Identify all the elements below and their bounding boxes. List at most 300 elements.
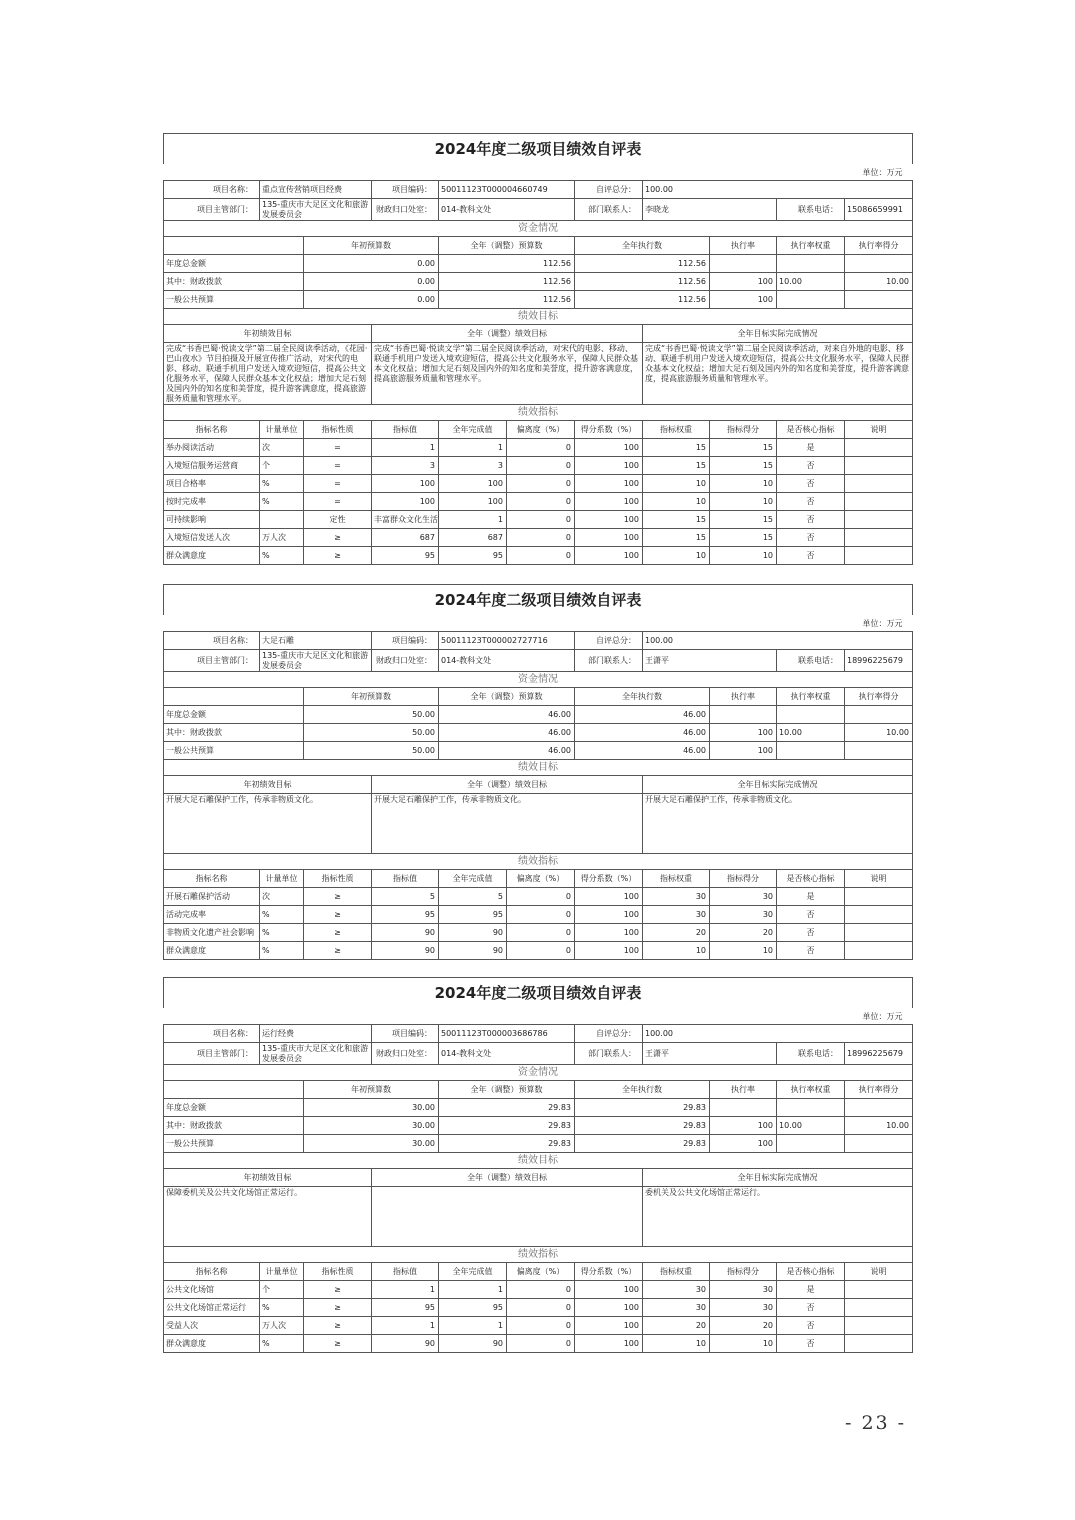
dept-label: 项目主管部门： bbox=[164, 199, 260, 221]
fund-rate bbox=[710, 706, 777, 724]
indicator-header: 得分系数（%） bbox=[575, 870, 643, 888]
self-score-value: 100.00 bbox=[643, 181, 913, 199]
fund-weight: 10.00 bbox=[777, 273, 845, 291]
indicator-actual: 1 bbox=[439, 439, 507, 457]
unit-label: 单位：万元 bbox=[164, 615, 913, 632]
indicator-target: 5 bbox=[372, 888, 439, 906]
fund-weight bbox=[777, 1135, 845, 1153]
project-name-label: 项目名称： bbox=[164, 632, 260, 650]
indicator-deviation: 0 bbox=[507, 1299, 575, 1317]
indicator-weight: 15 bbox=[643, 529, 710, 547]
unit-label: 单位：万元 bbox=[164, 164, 913, 181]
indicator-header: 偏离度（%） bbox=[507, 870, 575, 888]
indicator-coef: 100 bbox=[575, 439, 643, 457]
project-code-label: 项目编码： bbox=[372, 1025, 439, 1043]
fund-executed-header: 全年执行数 bbox=[575, 237, 710, 255]
indicator-coef: 100 bbox=[575, 475, 643, 493]
indicator-header: 指标权重 bbox=[643, 421, 710, 439]
fund-adjusted-header: 全年（调整）预算数 bbox=[439, 1081, 575, 1099]
indicator-nature: ≥ bbox=[304, 1335, 372, 1353]
indicator-core: 否 bbox=[777, 1317, 845, 1335]
indicator-actual: 3 bbox=[439, 457, 507, 475]
dept-value: 135-重庆市大足区文化和旅游发展委员会 bbox=[260, 650, 372, 672]
indicator-nature: = bbox=[304, 493, 372, 511]
funds-section-header: 资金情况 bbox=[164, 672, 913, 688]
indicator-header: 指标值 bbox=[372, 421, 439, 439]
evaluation-sheet bbox=[163, 133, 912, 565]
indicator-nature: ≥ bbox=[304, 529, 372, 547]
indicator-header: 是否核心指标 bbox=[777, 1263, 845, 1281]
indicator-coef: 100 bbox=[575, 1335, 643, 1353]
indicator-header: 指标名称 bbox=[164, 870, 260, 888]
fund-row-label: 年度总金额 bbox=[164, 255, 304, 273]
cell bbox=[164, 237, 304, 255]
evaluation-table bbox=[163, 977, 913, 1353]
indicator-score: 20 bbox=[710, 924, 777, 942]
evaluation-table bbox=[163, 584, 913, 960]
project-code-label: 项目编码： bbox=[372, 181, 439, 199]
fund-initial: 0.00 bbox=[304, 291, 439, 309]
indicator-actual: 90 bbox=[439, 942, 507, 960]
indicator-deviation: 0 bbox=[507, 1335, 575, 1353]
indicator-row bbox=[164, 1317, 913, 1335]
indicator-target: 1 bbox=[372, 1317, 439, 1335]
indicator-row bbox=[164, 924, 913, 942]
indicator-unit: % bbox=[260, 906, 304, 924]
fund-row-label: 年度总金额 bbox=[164, 706, 304, 724]
fund-initial: 30.00 bbox=[304, 1117, 439, 1135]
indicator-nature: ≥ bbox=[304, 1299, 372, 1317]
indicator-score: 15 bbox=[710, 439, 777, 457]
fund-row-label: 一般公共预算 bbox=[164, 291, 304, 309]
indicator-nature: = bbox=[304, 475, 372, 493]
indicator-note bbox=[845, 439, 913, 457]
evaluation-sheet bbox=[163, 977, 912, 1353]
indicator-score: 15 bbox=[710, 457, 777, 475]
fund-weight-header: 执行率权重 bbox=[777, 1081, 845, 1099]
indicator-score: 15 bbox=[710, 529, 777, 547]
contact-label: 部门联系人： bbox=[575, 1043, 643, 1065]
indicator-note bbox=[845, 888, 913, 906]
fund-row-label: 年度总金额 bbox=[164, 1099, 304, 1117]
indicator-note bbox=[845, 906, 913, 924]
indicator-core: 是 bbox=[777, 1281, 845, 1299]
fund-initial: 50.00 bbox=[304, 724, 439, 742]
fund-executed: 112.56 bbox=[575, 291, 710, 309]
indicator-score: 10 bbox=[710, 942, 777, 960]
goal-initial-text: 保障委机关及公共文化场馆正常运行。 bbox=[164, 1187, 372, 1247]
fund-score-header: 执行率得分 bbox=[845, 237, 913, 255]
indicator-deviation: 0 bbox=[507, 547, 575, 565]
self-score-value: 100.00 bbox=[643, 632, 913, 650]
goal-actual-text: 委机关及公共文化场馆正常运行。 bbox=[643, 1187, 913, 1247]
fund-initial: 0.00 bbox=[304, 273, 439, 291]
indicator-deviation: 0 bbox=[507, 1317, 575, 1335]
indicator-unit: 个 bbox=[260, 457, 304, 475]
indicator-core: 否 bbox=[777, 1335, 845, 1353]
indicator-unit bbox=[260, 511, 304, 529]
fund-adjusted: 29.83 bbox=[439, 1117, 575, 1135]
indicator-score: 20 bbox=[710, 1317, 777, 1335]
fund-initial: 30.00 bbox=[304, 1099, 439, 1117]
goal-adjusted-header: 全年（调整）绩效目标 bbox=[372, 325, 643, 343]
indicator-name: 按时完成率 bbox=[164, 493, 260, 511]
indicator-unit: 次 bbox=[260, 439, 304, 457]
indicator-header: 指标得分 bbox=[710, 421, 777, 439]
indicator-target: 95 bbox=[372, 1299, 439, 1317]
indicator-note bbox=[845, 1335, 913, 1353]
indicator-header: 指标性质 bbox=[304, 421, 372, 439]
indicator-deviation: 0 bbox=[507, 906, 575, 924]
goal-adjusted-header: 全年（调整）绩效目标 bbox=[372, 1169, 643, 1187]
indicator-header: 指标得分 bbox=[710, 870, 777, 888]
project-code-value: 50011123T000004660749 bbox=[439, 181, 575, 199]
indicator-weight: 10 bbox=[643, 475, 710, 493]
indicator-target: 丰富群众文化生活 bbox=[372, 511, 439, 529]
indicator-row bbox=[164, 457, 913, 475]
self-score-label: 自评总分： bbox=[575, 632, 643, 650]
project-name-value: 大足石雕 bbox=[260, 632, 372, 650]
indicator-core: 否 bbox=[777, 493, 845, 511]
indicator-row bbox=[164, 493, 913, 511]
indicator-header: 指标值 bbox=[372, 1263, 439, 1281]
indicator-unit: 个 bbox=[260, 1281, 304, 1299]
indicator-actual: 95 bbox=[439, 906, 507, 924]
indicator-core: 否 bbox=[777, 457, 845, 475]
goal-actual-header: 全年目标实际完成情况 bbox=[643, 776, 913, 794]
indicator-coef: 100 bbox=[575, 924, 643, 942]
goal-adjusted-text: 开展大足石雕保护工作，传承非物质文化。 bbox=[372, 794, 643, 854]
goal-actual-text: 开展大足石雕保护工作，传承非物质文化。 bbox=[643, 794, 913, 854]
indicator-target: 3 bbox=[372, 457, 439, 475]
indicator-unit: % bbox=[260, 1299, 304, 1317]
indicator-target: 100 bbox=[372, 493, 439, 511]
finance-office-label: 财政归口处室： bbox=[372, 199, 439, 221]
indicator-note bbox=[845, 1299, 913, 1317]
indicator-name: 可持续影响 bbox=[164, 511, 260, 529]
goal-initial-header: 年初绩效目标 bbox=[164, 325, 372, 343]
fund-rate-score: 10.00 bbox=[845, 724, 913, 742]
indicator-header: 指标性质 bbox=[304, 870, 372, 888]
indicator-nature: 定性 bbox=[304, 511, 372, 529]
contact-label: 部门联系人： bbox=[575, 199, 643, 221]
indicator-weight: 15 bbox=[643, 439, 710, 457]
indicator-core: 是 bbox=[777, 439, 845, 457]
indicator-actual: 1 bbox=[439, 1317, 507, 1335]
indicator-score: 15 bbox=[710, 511, 777, 529]
fund-rate-score bbox=[845, 255, 913, 273]
fund-row-label: 一般公共预算 bbox=[164, 742, 304, 760]
indicator-note bbox=[845, 924, 913, 942]
finance-office-value: 014-教科文处 bbox=[439, 199, 575, 221]
finance-office-value: 014-教科文处 bbox=[439, 1043, 575, 1065]
indicator-core: 否 bbox=[777, 1299, 845, 1317]
fund-rate-score bbox=[845, 706, 913, 724]
indicator-coef: 100 bbox=[575, 547, 643, 565]
indicator-unit: % bbox=[260, 942, 304, 960]
indicator-deviation: 0 bbox=[507, 924, 575, 942]
indicator-header: 得分系数（%） bbox=[575, 421, 643, 439]
indicator-name: 受益人次 bbox=[164, 1317, 260, 1335]
indicator-note bbox=[845, 475, 913, 493]
fund-initial-header: 年初预算数 bbox=[304, 237, 439, 255]
evaluation-table bbox=[163, 133, 913, 565]
dept-value: 135-重庆市大足区文化和旅游发展委员会 bbox=[260, 1043, 372, 1065]
indicator-unit: % bbox=[260, 924, 304, 942]
indicator-note bbox=[845, 457, 913, 475]
indicator-nature: ≥ bbox=[304, 942, 372, 960]
indicator-nature: = bbox=[304, 439, 372, 457]
indicator-coef: 100 bbox=[575, 942, 643, 960]
indicator-row bbox=[164, 529, 913, 547]
indicator-weight: 15 bbox=[643, 511, 710, 529]
indicator-name: 入境短信服务运营商 bbox=[164, 457, 260, 475]
indicator-name: 入境短信发送人次 bbox=[164, 529, 260, 547]
indicator-note bbox=[845, 547, 913, 565]
fund-initial: 50.00 bbox=[304, 742, 439, 760]
indicator-actual: 100 bbox=[439, 475, 507, 493]
phone-value: 15086659991 bbox=[845, 199, 913, 221]
indicator-weight: 20 bbox=[643, 1317, 710, 1335]
indicator-name: 公共文化场馆 bbox=[164, 1281, 260, 1299]
fund-adjusted: 112.56 bbox=[439, 255, 575, 273]
fund-executed-header: 全年执行数 bbox=[575, 688, 710, 706]
indicator-core: 否 bbox=[777, 924, 845, 942]
indicator-unit: 万人次 bbox=[260, 1317, 304, 1335]
fund-rate: 100 bbox=[710, 742, 777, 760]
indicator-score: 10 bbox=[710, 547, 777, 565]
indicator-header: 全年完成值 bbox=[439, 421, 507, 439]
indicator-coef: 100 bbox=[575, 888, 643, 906]
fund-executed: 46.00 bbox=[575, 724, 710, 742]
indicator-header: 指标值 bbox=[372, 870, 439, 888]
funds-section-header: 资金情况 bbox=[164, 221, 913, 237]
indicator-core: 否 bbox=[777, 906, 845, 924]
unit-label: 单位：万元 bbox=[164, 1008, 913, 1025]
indicator-nature: ≥ bbox=[304, 888, 372, 906]
fund-executed: 29.83 bbox=[575, 1099, 710, 1117]
fund-weight bbox=[777, 291, 845, 309]
indicator-row bbox=[164, 439, 913, 457]
goal-initial-text: 开展大足石雕保护工作，传承非物质文化。 bbox=[164, 794, 372, 854]
indicator-header: 说明 bbox=[845, 870, 913, 888]
fund-executed: 29.83 bbox=[575, 1135, 710, 1153]
indicator-nature: ≥ bbox=[304, 1317, 372, 1335]
indicator-row bbox=[164, 511, 913, 529]
indicator-deviation: 0 bbox=[507, 942, 575, 960]
indicator-unit: % bbox=[260, 1335, 304, 1353]
fund-weight bbox=[777, 255, 845, 273]
fund-executed: 46.00 bbox=[575, 742, 710, 760]
indicator-unit: % bbox=[260, 547, 304, 565]
indicator-coef: 100 bbox=[575, 1281, 643, 1299]
indicator-unit: % bbox=[260, 475, 304, 493]
contact-value: 李晓龙 bbox=[643, 199, 777, 221]
finance-office-label: 财政归口处室： bbox=[372, 650, 439, 672]
fund-adjusted: 29.83 bbox=[439, 1099, 575, 1117]
fund-rate bbox=[710, 255, 777, 273]
phone-label: 联系电话： bbox=[777, 199, 845, 221]
indicator-actual: 95 bbox=[439, 1299, 507, 1317]
indicator-coef: 100 bbox=[575, 511, 643, 529]
goal-adjusted-text bbox=[372, 1187, 643, 1247]
indicator-header: 指标权重 bbox=[643, 870, 710, 888]
indicator-deviation: 0 bbox=[507, 439, 575, 457]
indicator-header: 全年完成值 bbox=[439, 1263, 507, 1281]
indicator-core: 否 bbox=[777, 475, 845, 493]
indicator-weight: 20 bbox=[643, 924, 710, 942]
fund-executed: 112.56 bbox=[575, 255, 710, 273]
phone-value: 18996225679 bbox=[845, 650, 913, 672]
indicator-target: 90 bbox=[372, 924, 439, 942]
indicator-header: 指标名称 bbox=[164, 421, 260, 439]
indicator-core: 是 bbox=[777, 888, 845, 906]
fund-row-label: 其中：财政拨款 bbox=[164, 724, 304, 742]
indicator-score: 30 bbox=[710, 1299, 777, 1317]
fund-rate-score bbox=[845, 1099, 913, 1117]
indicator-note bbox=[845, 1317, 913, 1335]
indicator-name: 活动完成率 bbox=[164, 906, 260, 924]
finance-office-label: 财政归口处室： bbox=[372, 1043, 439, 1065]
fund-row-label: 一般公共预算 bbox=[164, 1135, 304, 1153]
dept-value: 135-重庆市大足区文化和旅游发展委员会 bbox=[260, 199, 372, 221]
fund-weight: 10.00 bbox=[777, 1117, 845, 1135]
sheet-title: 2024年度二级项目绩效自评表 bbox=[164, 978, 913, 1009]
page-number: - 23 - bbox=[845, 1412, 907, 1434]
cell bbox=[164, 688, 304, 706]
indicator-weight: 30 bbox=[643, 1281, 710, 1299]
indicator-target: 687 bbox=[372, 529, 439, 547]
indicator-unit: 次 bbox=[260, 888, 304, 906]
indicator-row bbox=[164, 547, 913, 565]
indicator-nature: = bbox=[304, 457, 372, 475]
phone-label: 联系电话： bbox=[777, 1043, 845, 1065]
project-name-label: 项目名称： bbox=[164, 1025, 260, 1043]
indicator-coef: 100 bbox=[575, 906, 643, 924]
sheet-title: 2024年度二级项目绩效自评表 bbox=[164, 134, 913, 165]
indicator-unit: 万人次 bbox=[260, 529, 304, 547]
goals-section-header: 绩效目标 bbox=[164, 1153, 913, 1169]
self-score-label: 自评总分： bbox=[575, 181, 643, 199]
indicator-header: 指标权重 bbox=[643, 1263, 710, 1281]
goal-actual-text: 完成“书香巴蜀·悦读文学”第二届全民阅读季活动，对来自外地的电影、移动、联通手机用户发送入境欢迎短信，提高公共文化服务水平，保障人民群众基本文化权益；增加大足石刻及国内外的知名度和美誉度，提升游客满意度，提高旅游服务质量和管理水平。 bbox=[643, 343, 913, 405]
indicator-coef: 100 bbox=[575, 493, 643, 511]
indicator-actual: 95 bbox=[439, 547, 507, 565]
indicator-deviation: 0 bbox=[507, 511, 575, 529]
indicator-name: 群众满意度 bbox=[164, 942, 260, 960]
indicator-nature: ≥ bbox=[304, 924, 372, 942]
self-score-label: 自评总分： bbox=[575, 1025, 643, 1043]
project-code-label: 项目编码： bbox=[372, 632, 439, 650]
indicator-core: 否 bbox=[777, 511, 845, 529]
indicators-section-header: 绩效指标 bbox=[164, 405, 913, 421]
goals-section-header: 绩效目标 bbox=[164, 760, 913, 776]
indicator-actual: 90 bbox=[439, 924, 507, 942]
indicator-header: 说明 bbox=[845, 1263, 913, 1281]
indicator-row bbox=[164, 888, 913, 906]
fund-score-header: 执行率得分 bbox=[845, 1081, 913, 1099]
indicator-name: 群众满意度 bbox=[164, 547, 260, 565]
indicator-row bbox=[164, 475, 913, 493]
funds-section-header: 资金情况 bbox=[164, 1065, 913, 1081]
indicator-actual: 5 bbox=[439, 888, 507, 906]
indicator-header: 说明 bbox=[845, 421, 913, 439]
self-score-value: 100.00 bbox=[643, 1025, 913, 1043]
indicator-score: 10 bbox=[710, 475, 777, 493]
indicator-deviation: 0 bbox=[507, 475, 575, 493]
indicator-note bbox=[845, 1281, 913, 1299]
indicator-target: 90 bbox=[372, 942, 439, 960]
indicator-nature: ≥ bbox=[304, 906, 372, 924]
indicator-header: 计量单位 bbox=[260, 1263, 304, 1281]
fund-rate-score: 10.00 bbox=[845, 1117, 913, 1135]
indicator-header: 偏离度（%） bbox=[507, 421, 575, 439]
indicator-core: 否 bbox=[777, 942, 845, 960]
indicator-header: 得分系数（%） bbox=[575, 1263, 643, 1281]
indicator-score: 10 bbox=[710, 1335, 777, 1353]
phone-value: 18996225679 bbox=[845, 1043, 913, 1065]
indicator-unit: % bbox=[260, 493, 304, 511]
indicator-deviation: 0 bbox=[507, 529, 575, 547]
indicator-deviation: 0 bbox=[507, 888, 575, 906]
fund-weight bbox=[777, 706, 845, 724]
indicator-weight: 10 bbox=[643, 1335, 710, 1353]
indicator-target: 1 bbox=[372, 439, 439, 457]
contact-value: 王潇平 bbox=[643, 650, 777, 672]
goal-adjusted-header: 全年（调整）绩效目标 bbox=[372, 776, 643, 794]
sheet-title: 2024年度二级项目绩效自评表 bbox=[164, 585, 913, 616]
goal-actual-header: 全年目标实际完成情况 bbox=[643, 1169, 913, 1187]
indicator-name: 非物质文化遗产社会影响 bbox=[164, 924, 260, 942]
project-name-label: 项目名称： bbox=[164, 181, 260, 199]
project-name-value: 重点宣传营销项目经费 bbox=[260, 181, 372, 199]
indicator-target: 95 bbox=[372, 906, 439, 924]
indicator-note bbox=[845, 493, 913, 511]
fund-rate: 100 bbox=[710, 273, 777, 291]
fund-weight bbox=[777, 742, 845, 760]
indicator-deviation: 0 bbox=[507, 457, 575, 475]
phone-label: 联系电话： bbox=[777, 650, 845, 672]
indicator-name: 开展石雕保护活动 bbox=[164, 888, 260, 906]
indicator-header: 是否核心指标 bbox=[777, 870, 845, 888]
project-name-value: 运行经费 bbox=[260, 1025, 372, 1043]
fund-rate-score bbox=[845, 291, 913, 309]
goal-actual-header: 全年目标实际完成情况 bbox=[643, 325, 913, 343]
indicator-core: 否 bbox=[777, 547, 845, 565]
dept-label: 项目主管部门： bbox=[164, 650, 260, 672]
indicator-coef: 100 bbox=[575, 1299, 643, 1317]
indicator-weight: 15 bbox=[643, 457, 710, 475]
goal-initial-header: 年初绩效目标 bbox=[164, 776, 372, 794]
indicator-header: 指标得分 bbox=[710, 1263, 777, 1281]
fund-rate: 100 bbox=[710, 1135, 777, 1153]
indicator-name: 项目合格率 bbox=[164, 475, 260, 493]
fund-rate-header: 执行率 bbox=[710, 237, 777, 255]
indicator-name: 举办阅读活动 bbox=[164, 439, 260, 457]
indicator-name: 群众满意度 bbox=[164, 1335, 260, 1353]
fund-weight-header: 执行率权重 bbox=[777, 688, 845, 706]
indicator-weight: 10 bbox=[643, 547, 710, 565]
indicator-coef: 100 bbox=[575, 1317, 643, 1335]
indicator-actual: 1 bbox=[439, 1281, 507, 1299]
indicator-target: 100 bbox=[372, 475, 439, 493]
indicator-core: 否 bbox=[777, 529, 845, 547]
indicator-row bbox=[164, 1281, 913, 1299]
indicator-nature: ≥ bbox=[304, 1281, 372, 1299]
finance-office-value: 014-教科文处 bbox=[439, 650, 575, 672]
fund-initial: 50.00 bbox=[304, 706, 439, 724]
indicator-header: 计量单位 bbox=[260, 421, 304, 439]
